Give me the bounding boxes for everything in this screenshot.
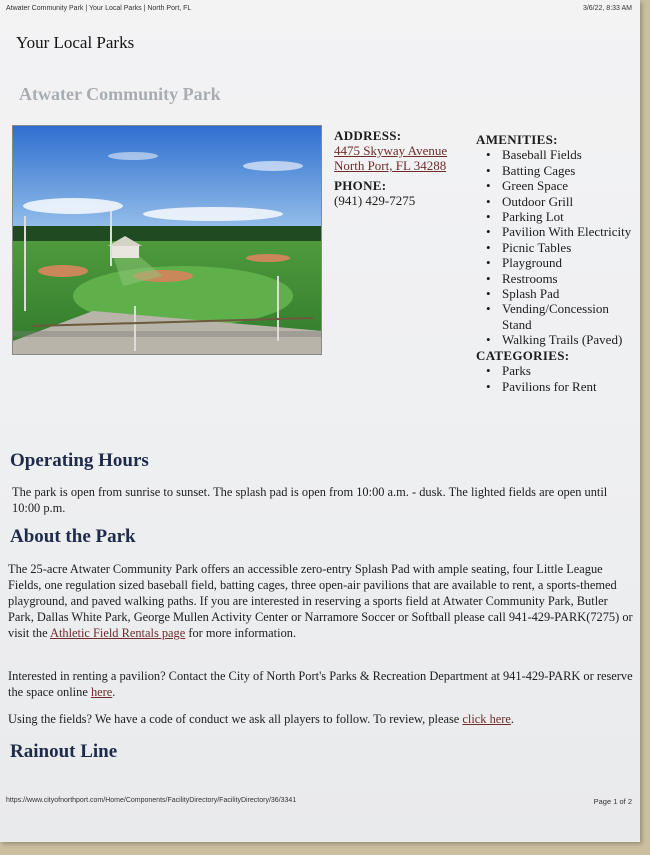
amenity-item: • Playground: [476, 255, 636, 270]
categories-label: CATEGORIES:: [476, 347, 570, 363]
phone-value: (941) 429-7275: [334, 193, 416, 208]
categories-list: [476, 363, 636, 394]
amenity-item: • Restrooms: [476, 271, 636, 286]
phone-label: PHONE:: [334, 178, 387, 193]
amenity-item: • Batting Cages: [476, 163, 636, 178]
reserve-online-link[interactable]: here: [90, 685, 113, 699]
operating-hours-heading: Operating Hours: [10, 450, 149, 471]
about-text-1: The 25-acre Atwater Community Park offers an accessible zero-entry Splash Pad with ample seating, four Little League Fields, one regulation sized baseball field, batting cages, three open-air pavilions that are available to rent, a sports-themed playground, and paved walking paths. If you are interested in reserving a sports field at Atwater Community Park, Butler Park, Dallas White Park, George Mullen Activity Center or Narramore Soccer or Softball please call 941-429-PARK(7275) or visit the: [8, 562, 633, 640]
print-footer-url: https://www.cityofnorthport.com/Home/Components/FacilityDirectory/FacilityDirectory/36/3341: [6, 797, 297, 804]
amenity-item: • Vending/Concession Stand: [476, 301, 636, 332]
amenity-item: • Parking Lot: [476, 209, 636, 224]
address-link-line2[interactable]: North Port, FL 34288: [334, 158, 447, 173]
address-link-line1[interactable]: 4475 Skyway Avenue: [334, 143, 448, 158]
about-paragraph-3: [8, 711, 633, 727]
about-text-2-end: .: [112, 685, 116, 699]
amenity-item: • Outdoor Grill: [476, 194, 636, 209]
print-header-title: Atwater Community Park | Your Local Parks | North Port, FL: [6, 5, 192, 12]
amenity-item: • Green Space: [476, 178, 636, 193]
amenity-item: • Baseball Fields: [476, 147, 636, 162]
category-item: • Pavilions for Rent: [476, 379, 636, 394]
park-title: Atwater Community Park: [19, 84, 221, 104]
about-text-2: Interested in renting a pavilion? Contact the City of North Port's Parks & Recreation Department at 941-429-PARK or reserve the space online: [8, 669, 633, 699]
park-photo-illustration: [13, 126, 322, 355]
rainout-line-heading: Rainout Line: [10, 741, 118, 762]
park-aerial-photo: [12, 125, 322, 355]
about-paragraph-1: [8, 561, 633, 641]
about-text-1-end: for more information.: [188, 626, 297, 640]
code-of-conduct-link[interactable]: click here: [462, 712, 511, 726]
amenity-item: • Splash Pad: [476, 286, 636, 301]
amenity-item: • Walking Trails (Paved): [476, 332, 636, 347]
about-text-3-end: .: [510, 712, 514, 726]
category-item: • Parks: [476, 363, 636, 378]
about-paragraph-2: [8, 668, 633, 700]
print-header-datetime: 3/6/22, 8:33 AM: [582, 5, 632, 12]
site-title: Your Local Parks: [16, 33, 135, 52]
amenity-item: • Picnic Tables: [476, 240, 636, 255]
athletic-field-rentals-link[interactable]: Athletic Field Rentals page: [50, 626, 186, 640]
amenities-panel: [476, 132, 636, 394]
print-footer-page: Page 1 of 2: [593, 797, 632, 806]
amenities-label: AMENITIES:: [476, 132, 558, 147]
operating-hours-text: The park is open from sunrise to sunset. The splash pad is open from 10:00 a.m. - dusk. The lighted fields are open until 10:00 p.m.: [12, 485, 608, 515]
about-text-3: Using the fields? We have a code of conduct we ask all players to follow. To review, please: [8, 712, 460, 726]
address-label: ADDRESS:: [334, 128, 402, 143]
amenity-item: • Pavilion With Electricity: [476, 224, 636, 239]
amenities-list: [476, 147, 636, 347]
contact-info: [334, 128, 447, 208]
about-heading: About the Park: [10, 526, 136, 547]
